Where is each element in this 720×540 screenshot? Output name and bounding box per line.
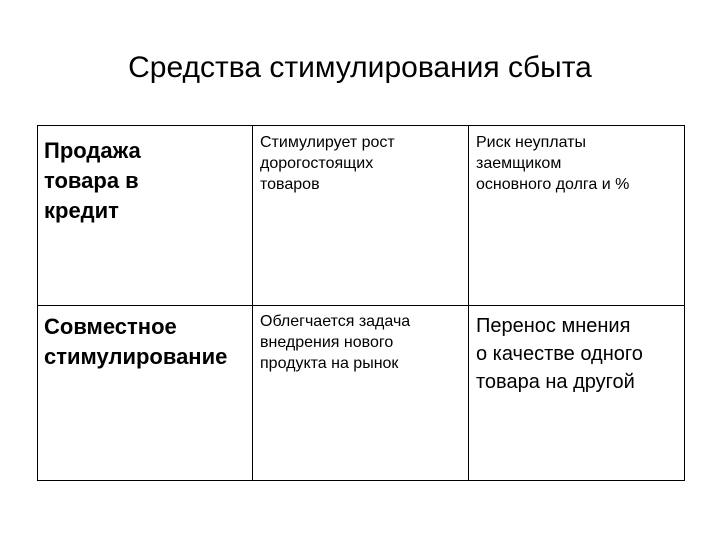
cell-text-line: о качестве одного (476, 343, 643, 365)
cell-text-line: товаров (260, 176, 320, 193)
table-cell-joint-advantage (260, 311, 465, 374)
cell-text-line: Продажа (44, 138, 141, 163)
cell-text-line: товара в (44, 168, 139, 193)
cell-text-line: основного долга и % (476, 176, 630, 193)
slide-title: Средства стимулирования сбыта (128, 51, 592, 84)
cell-text-line: внедрения нового (260, 334, 394, 351)
column-divider (468, 126, 469, 480)
cell-text-line: стимулирование (44, 344, 228, 369)
cell-text-line: заемщиком (476, 155, 562, 172)
cell-text-line: Совместное (44, 314, 177, 339)
cell-text-line: кредит (44, 198, 119, 223)
cell-text-line: продукта на рынок (260, 355, 399, 372)
cell-text-line: товара на другой (476, 371, 635, 393)
comparison-table (37, 125, 685, 481)
row-divider (38, 305, 684, 306)
table-cell-joint-risk (476, 312, 681, 396)
cell-text-line: Риск неуплаты (476, 134, 586, 151)
column-divider (252, 126, 253, 480)
table-cell-credit-risk (476, 132, 681, 195)
table-cell-credit-advantage (260, 132, 465, 195)
table-cell-sale-on-credit (44, 136, 249, 226)
cell-text-line: Стимулирует рост (260, 134, 395, 151)
cell-text-line: Перенос мнения (476, 315, 631, 337)
table-cell-joint-promotion (44, 312, 256, 372)
cell-text-line: Облегчается задача (260, 313, 411, 330)
cell-text-line: дорогостоящих (260, 155, 374, 172)
